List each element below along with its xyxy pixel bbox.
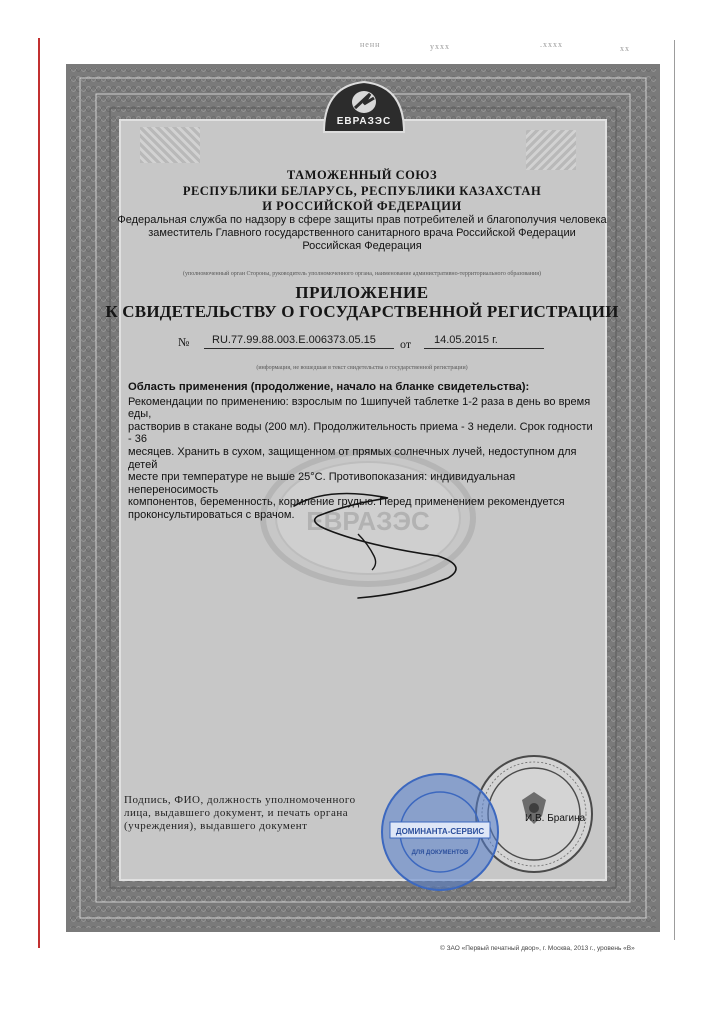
security-hatch-left bbox=[140, 127, 200, 163]
scan-right-edge bbox=[674, 40, 675, 940]
stamp-subtext: ДЛЯ ДОКУМЕНТОВ bbox=[411, 850, 469, 856]
signature-caption-line: (учреждения), выдавшего документ bbox=[124, 820, 308, 832]
header-line-3: И РОССИЙСКОЙ ФЕДЕРАЦИИ bbox=[262, 199, 462, 213]
handwritten-signature bbox=[288, 486, 488, 606]
document-title-line-2: К СВИДЕТЕЛЬСТВУ О ГОСУДАРСТВЕННОЙ РЕГИСТРАЦИИ bbox=[105, 302, 619, 321]
bleed-through-noise: ненн уххх .хххх хх bbox=[360, 40, 630, 53]
watermark-text: ЕВРАЗЭС bbox=[306, 506, 430, 536]
registration-line bbox=[120, 334, 600, 350]
application-line: Рекомендации по применению: взрослым по 1шипучей таблетке 1-2 раза в день во время еды, bbox=[128, 395, 591, 421]
registration-date: 14.05.2015 г. bbox=[434, 334, 498, 346]
from-label: от bbox=[400, 337, 412, 351]
evrazes-emblem bbox=[314, 78, 414, 134]
signature-caption-line: лица, выдавшего документ, и печать органа bbox=[124, 807, 349, 819]
stamp-text: ДОМИНАНТА-СЕРВИС bbox=[395, 827, 485, 836]
application-line: месте при температуре не выше 25°С. Противопоказания: индивидуальная непереносимость bbox=[128, 471, 516, 496]
registration-number: RU.77.99.88.003.E.006373.05.15 bbox=[212, 334, 376, 346]
document-title-line-1: ПРИЛОЖЕНИЕ bbox=[295, 283, 429, 302]
registration-caption: (информация, не вошедшая в текст свидетельства о государственной регистрации) bbox=[256, 365, 468, 371]
number-sign: № bbox=[178, 335, 190, 349]
authority-caption: (уполномоченный орган Стороны, руководитель уполномоченного органа, наименование административно-территориального образования) bbox=[183, 271, 541, 277]
date-underline bbox=[424, 348, 544, 349]
application-title: Область применения (продолжение, начало на бланке свидетельства): bbox=[128, 381, 530, 393]
authority-line-1: Федеральная служба по надзору в сфере защиты прав потребителей и благополучия человека bbox=[117, 214, 607, 226]
number-underline bbox=[204, 348, 394, 349]
scan-left-edge bbox=[38, 38, 40, 948]
printer-imprint: © ЗАО «Первый печатный двор», г. Москва, 2013 г., уровень «В» bbox=[440, 945, 635, 952]
signature-caption bbox=[124, 794, 404, 833]
authority-line-3: Российская Федерация bbox=[302, 240, 422, 252]
application-line: месяцев. Хранить в сухом, защищенном от прямых солнечных лучей, недоступном для детей bbox=[128, 445, 577, 471]
security-hatch-right bbox=[526, 130, 576, 170]
signature-caption-line: Подпись, ФИО, должность уполномоченного bbox=[124, 794, 356, 806]
company-stamp bbox=[378, 770, 502, 894]
header-line-2: РЕСПУБЛИКИ БЕЛАРУСЬ, РЕСПУБЛИКИ КАЗАХСТАН bbox=[182, 184, 542, 198]
application-line: проконсультироваться с врачом. bbox=[128, 508, 295, 521]
header-line-1: ТАМОЖЕННЫЙ СОЮЗ bbox=[286, 168, 438, 182]
application-line: компонентов, беременность, кормление грудью. Перед применением рекомендуется bbox=[128, 496, 565, 509]
authority-line-2: заместитель Главного государственного санитарного врача Российской Федерации bbox=[148, 227, 576, 239]
application-line: растворив в стакане воды (200 мл). Продолжительность приема - 3 недели. Срок годности - 36 bbox=[128, 420, 593, 446]
signer-name: И.В. Брагина bbox=[525, 813, 586, 824]
emblem-label: ЕВРАЗЭС bbox=[336, 116, 392, 127]
